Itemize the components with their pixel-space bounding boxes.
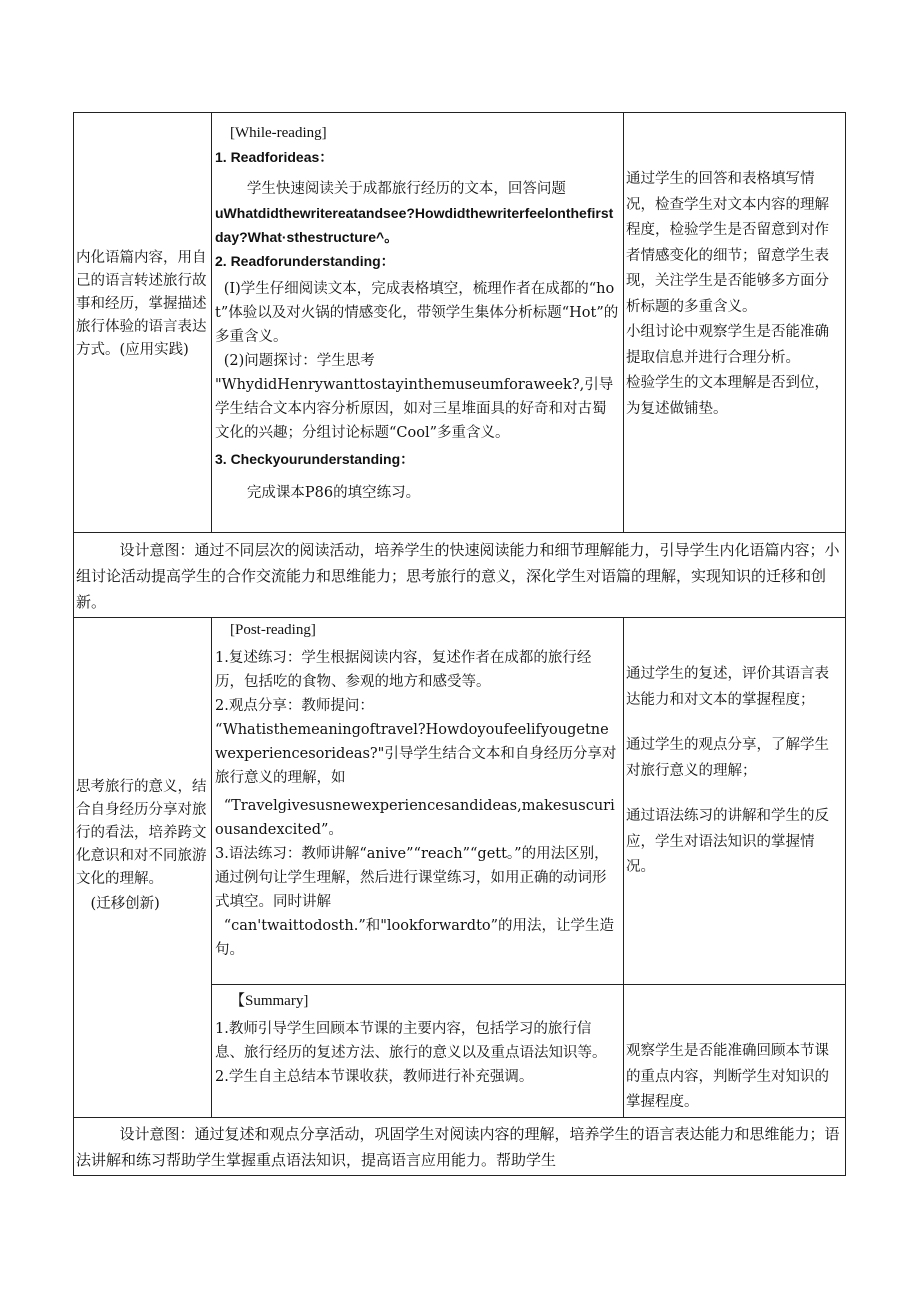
design-intent-1: 设计意图：通过不同层次的阅读活动，培养学生的快速阅读能力和细节理解能力，引导学生内化语篇内容；小组讨论活动提高学生的合作交流能力和思维能力；思考旅行的意义，深化学生对语篇的理解，实现知识的迁移和创新。 <box>76 541 840 611</box>
retell-item: 1.复述练习：学生根据阅读内容，复述作者在成都的旅行经历，包括吃的食物、参观的地方和感受等。 <box>215 650 592 690</box>
design-intent-row-1 <box>74 533 846 618</box>
while-reading-eval-2: 小组讨论中观察学生是否能准确提取信息并进行合理分析。 <box>626 324 829 366</box>
grammar-item: 3.语法练习：教师讲解“anive”“reach”“gett。”的用法区别，通过例句让学生理解，然后进行课堂练习，如用正确的动词形式填空。同时讲解 <box>215 846 609 910</box>
while-reading-title: [While-reading] <box>230 125 327 141</box>
read-for-ideas-question: uWhatdidthewritereatandsee?Howdidthewriterfeelonthefirstday?What·sthestructure^。 <box>215 205 614 245</box>
design-intent-2: 设计意图：通过复述和观点分享活动，巩固学生对阅读内容的理解，培养学生的语言表达能力和思维能力；语法讲解和练习帮助学生掌握重点语法知识，提高语言应用能力。帮助学生 <box>76 1125 840 1169</box>
opinion-item-a: 2.观点分享：教师提问： <box>215 698 374 714</box>
summary-eval: 观察学生是否能准确回顾本节课的重点内容，判断学生对知识的掌握程度。 <box>626 1043 829 1110</box>
post-reading-eval-2: 通过学生的观点分享，了解学生对旅行意义的理解； <box>626 737 829 779</box>
while-reading-eval-3: 检验学生的文本理解是否到位，为复述做铺垫。 <box>626 375 829 417</box>
design-intent-cell-1 <box>74 533 846 618</box>
check-understanding-text: 完成课本P86的填空练习。 <box>246 485 421 501</box>
opinion-item-b: “Whatisthemeaningoftravel?Howdoyoufeelifyougetnewexperiencesorideas?"引导学生结合文本和自身经历分享对旅行意义的理解，如 <box>215 722 617 786</box>
post-reading-goal: 思考旅行的意义，结合自身经历分享对旅行的看法，培养跨文化意识和对不同旅游文化的理解。 <box>76 779 207 887</box>
read-for-understanding-part2: (2)问题探讨：学生思考 <box>223 353 375 369</box>
while-reading-goal: 内化语篇内容，用自己的语言转述旅行故事和经历，掌握描述旅行体验的语言表达方式。(应用实践) <box>76 250 207 358</box>
grammar-item-b: “can'twaittodosth.”和"lookforwardto”的用法，让学生造句。 <box>215 918 615 958</box>
post-reading-eval-3: 通过语法练习的讲解和学生的反应，学生对语法知识的掌握情况。 <box>626 808 829 875</box>
post-reading-activity-cell <box>212 618 624 985</box>
post-reading-goal-tag: (迁移创新) <box>90 896 160 912</box>
summary-item-1: 1.教师引导学生回顾本节课的主要内容，包括学习的旅行信息、旅行经历的复述方法、旅行的意义以及重点语法知识等。 <box>215 1021 607 1061</box>
read-for-understanding-part3: "WhydidHenrywanttostayinthemuseumforaweek?,引导学生结合文本内容分析原因，如对三星堆面具的好奇和对古蜀文化的兴趣；分组讨论标题“Cool”多重含义。 <box>215 377 614 441</box>
summary-item-2: 2.学生自主总结本节课收获，教师进行补充强调。 <box>215 1069 534 1085</box>
post-reading-eval-cell <box>624 618 846 985</box>
design-intent-cell-2 <box>74 1118 846 1176</box>
post-reading-eval-1: 通过学生的复述，评价其语言表达能力和对文本的掌握程度； <box>626 666 829 708</box>
check-understanding-title: 3. Checkyourunderstanding： <box>215 451 415 467</box>
read-for-understanding-part1: (I)学生仔细阅读文本，完成表格填空，梳理作者在成都的“hot”体验以及对火锅的情感变化，带领学生集体分析标题“Hot”的多重含义。 <box>215 281 619 345</box>
summary-activity-cell <box>212 985 624 1118</box>
lesson-plan-table <box>73 112 846 1176</box>
while-reading-eval-cell <box>624 113 846 533</box>
read-for-understanding-title: 2. Readforunderstanding： <box>215 253 395 269</box>
while-reading-eval-1: 通过学生的回答和表格填写情况，检查学生对文本内容的理解程度，检验学生是否留意到对作者情感变化的细节；留意学生表现，关注学生是否能够多方面分析标题的多重含义。 <box>626 171 829 315</box>
design-intent-row-2 <box>74 1118 846 1176</box>
summary-eval-cell <box>624 985 846 1118</box>
while-reading-goal-cell <box>74 113 212 533</box>
post-reading-goal-cell <box>74 618 212 1118</box>
opinion-item-c: “Travelgivesusnewexperiencesandideas,makesuscuriousandexcited”。 <box>215 798 615 838</box>
while-reading-row <box>74 113 846 533</box>
summary-title: 【Summary] <box>230 993 309 1009</box>
post-reading-row <box>74 618 846 985</box>
post-reading-title: [Post-reading] <box>230 622 316 638</box>
read-for-ideas-title: 1. Readforideas： <box>215 149 334 165</box>
while-reading-activity-cell <box>212 113 624 533</box>
read-for-ideas-text: 学生快速阅读关于成都旅行经历的文本，回答问题 <box>246 181 566 197</box>
